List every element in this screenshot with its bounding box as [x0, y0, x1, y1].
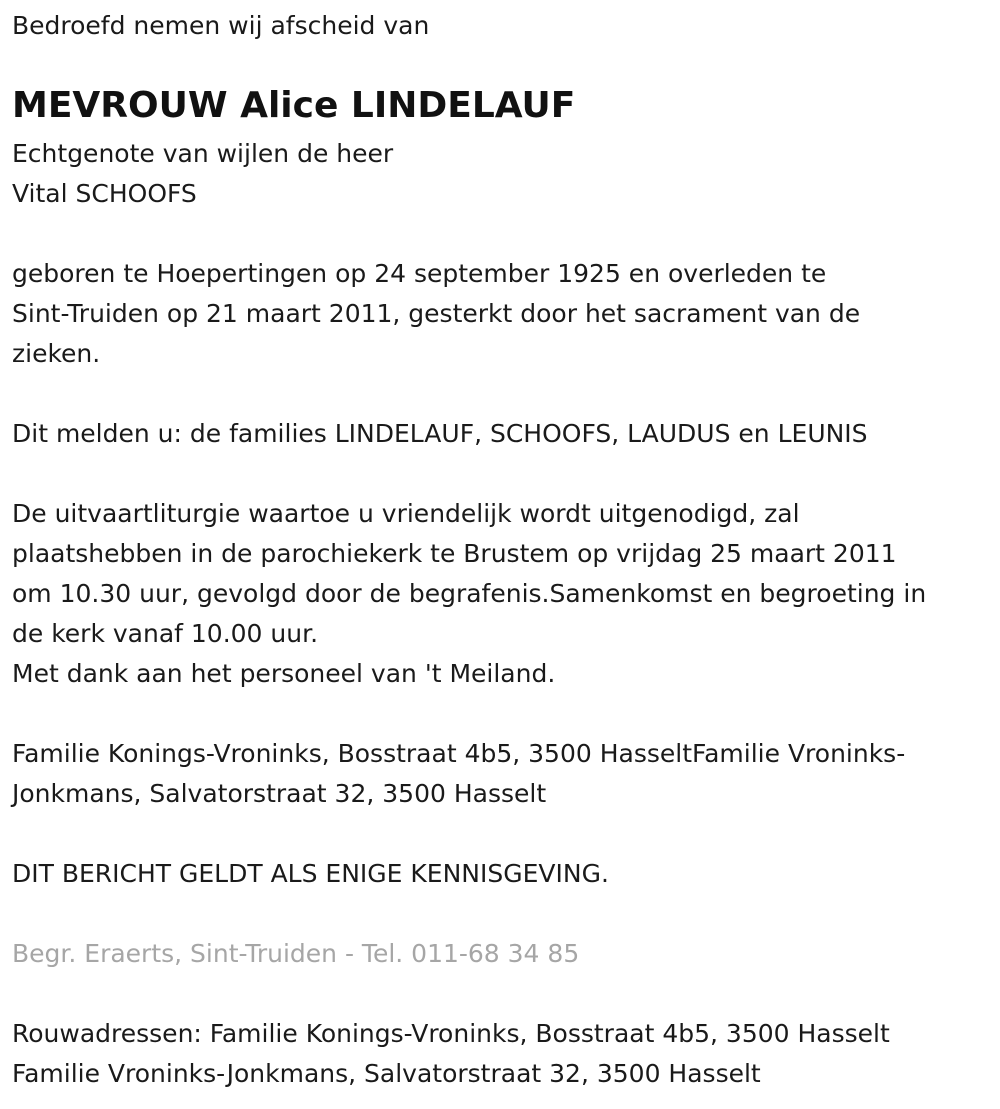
birth-death-line: geboren te Hoepertingen op 24 september 1925 en overleden te — [12, 259, 827, 288]
contact-line: Jonkmans, Salvatorstraat 32, 3500 Hasselt — [12, 779, 547, 808]
deceased-name: MEVROUW Alice LINDELAUF — [12, 85, 576, 126]
undertaker-block — [12, 934, 579, 974]
condolence-addresses-block — [12, 1014, 890, 1094]
birth-death-line: zieken. — [12, 339, 101, 368]
undertaker-info: Begr. Eraerts, Sint-Truiden - Tel. 011-68 34 85 — [12, 939, 580, 968]
condolence-address-line: Familie Vroninks-Jonkmans, Salvatorstraat 32, 3500 Hasselt — [12, 1059, 761, 1088]
birth-death-block — [12, 254, 860, 374]
official-notice: DIT BERICHT GELDT ALS ENIGE KENNISGEVING. — [12, 859, 609, 888]
liturgy-block — [12, 494, 926, 694]
liturgy-line: De uitvaartliturgie waartoe u vriendelijk wordt uitgenodigd, zal — [12, 499, 800, 528]
contact-line: Familie Konings-Vroninks, Bosstraat 4b5, 3500 HasseltFamilie Vroninks- — [12, 739, 906, 768]
spouse-line: Vital SCHOOFS — [12, 179, 197, 208]
families-line: Dit melden u: de families LINDELAUF, SCHOOFS, LAUDUS en LEUNIS — [12, 419, 868, 448]
liturgy-line: de kerk vanaf 10.00 uur. — [12, 619, 319, 648]
liturgy-line: plaatshebben in de parochiekerk te Brustem op vrijdag 25 maart 2011 — [12, 539, 897, 568]
liturgy-line: Met dank aan het personeel van 't Meiland. — [12, 659, 556, 688]
spouse-block — [12, 134, 393, 214]
birth-death-line: Sint-Truiden op 21 maart 2011, gesterkt door het sacrament van de — [12, 299, 861, 328]
liturgy-line: om 10.30 uur, gevolgd door de begrafenis.Samenkomst en begroeting in — [12, 579, 927, 608]
spouse-line: Echtgenote van wijlen de heer — [12, 139, 394, 168]
official-notice-block — [12, 854, 609, 894]
condolence-address-line: Rouwadressen: Familie Konings-Vroninks, Bosstraat 4b5, 3500 Hasselt — [12, 1019, 890, 1048]
intro-text: Bedroefd nemen wij afscheid van — [12, 11, 430, 40]
contacts-block — [12, 734, 905, 814]
families-block — [12, 414, 868, 454]
